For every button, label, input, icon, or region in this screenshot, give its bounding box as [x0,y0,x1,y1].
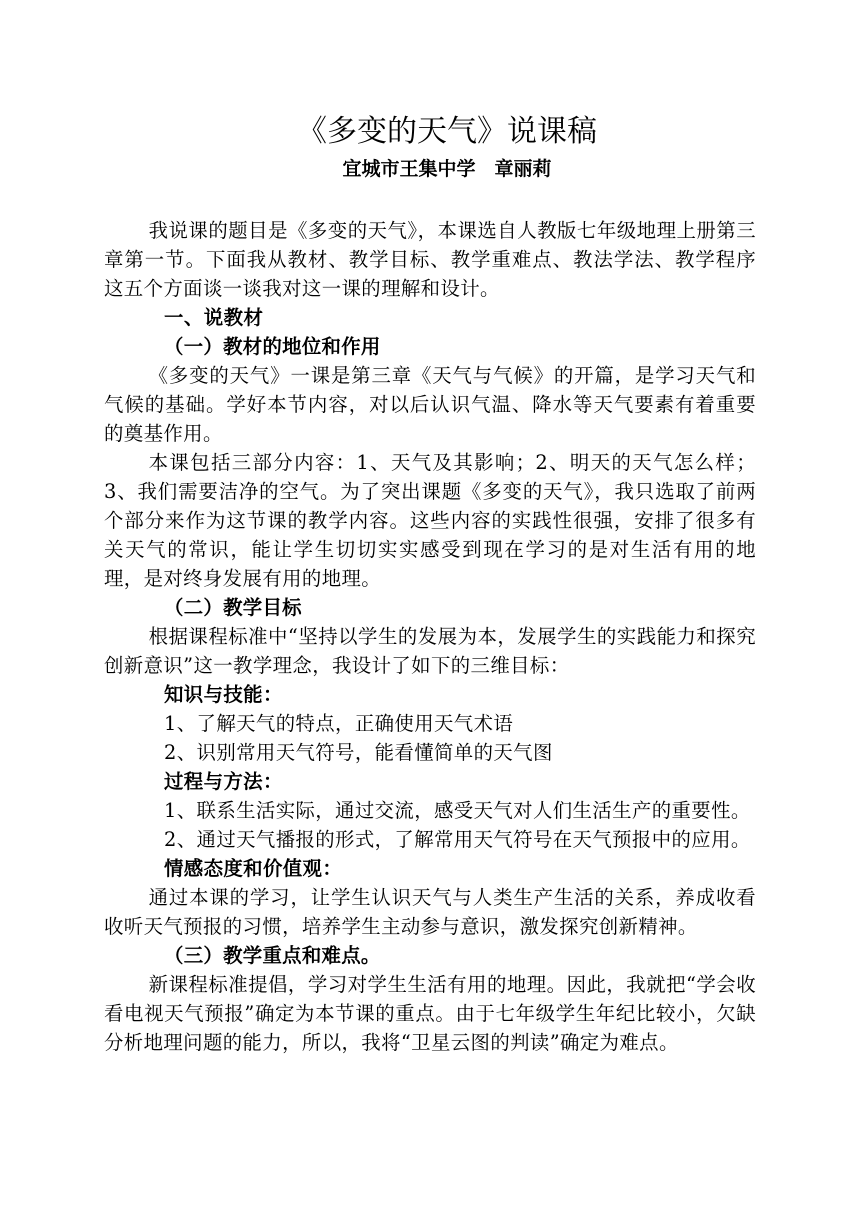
goal-heading-knowledge: 知识与技能： [164,683,283,706]
section-heading-textbook: 一、说教材 [164,306,264,329]
author-line: 宜城市王集中学 章丽莉 [342,158,552,180]
goal-item: 1、了解天气的特点，正确使用天气术语 [164,712,514,735]
paragraph-status: 《多变的天气》一课是第三章《天气与气候》的开篇，是学习天气和气候的基础。学好本节内容，对以后认识气温、降水等天气要素有着重要的奠基作用。 [104,364,756,445]
goal-heading-emotion: 情感态度和价值观： [164,857,343,880]
subsection-heading-key-points: （三）教学重点和难点。 [164,944,381,967]
document-body [104,216,756,1057]
document-title: 《多变的天气》说课稿 [297,114,597,149]
goal-heading-process: 过程与方法： [164,770,283,793]
paragraph-content: 本课包括三部分内容：1、天气及其影响；2、明天的天气怎么样；3、我们需要洁净的空气。为了突出课题《多变的天气》，我只选取了前两个部分来作为这节课的教学内容。这些内容的实践性很强，安排了很多有关天气的常识，能让学生切切实实感受到现在学习的是对生活有用的地理，是对终身发展有用的地理。 [104,451,756,590]
document-page [104,110,756,1057]
paragraph-goals: 根据课程标准中“坚持以学生的发展为本，发展学生的实践能力和探究创新意识”这一教学理念，我设计了如下的三维目标： [104,625,756,677]
paragraph-emotion: 通过本课的学习，让学生认识天气与人类生产生活的关系，养成收看收听天气预报的习惯，培养学生主动参与意识，激发探究创新精神。 [104,886,756,938]
goal-item: 2、识别常用天气符号，能看懂简单的天气图 [164,741,553,764]
goal-item: 2、通过天气播报的形式，了解常用天气符号在天气预报中的应用。 [164,828,751,851]
subsection-heading-status: （一）教材的地位和作用 [164,335,381,358]
paragraph-key-points: 新课程标准提倡，学习对学生生活有用的地理。因此，我就把“学会收看电视天气预报”确定为本节课的重点。由于七年级学生年纪比较小，欠缺分析地理问题的能力，所以，我将“卫星云图的判读”确定为难点。 [104,973,756,1054]
subsection-heading-goals: （二）教学目标 [164,596,302,619]
paragraph-intro: 我说课的题目是《多变的天气》，本课选自人教版七年级地理上册第三章第一节。下面我从教材、教学目标、教学重难点、教法学法、教学程序这五个方面谈一谈我对这一课的理解和设计。 [104,219,756,300]
goal-item: 1、联系生活实际，通过交流，感受天气对人们生活生产的重要性。 [164,799,751,822]
